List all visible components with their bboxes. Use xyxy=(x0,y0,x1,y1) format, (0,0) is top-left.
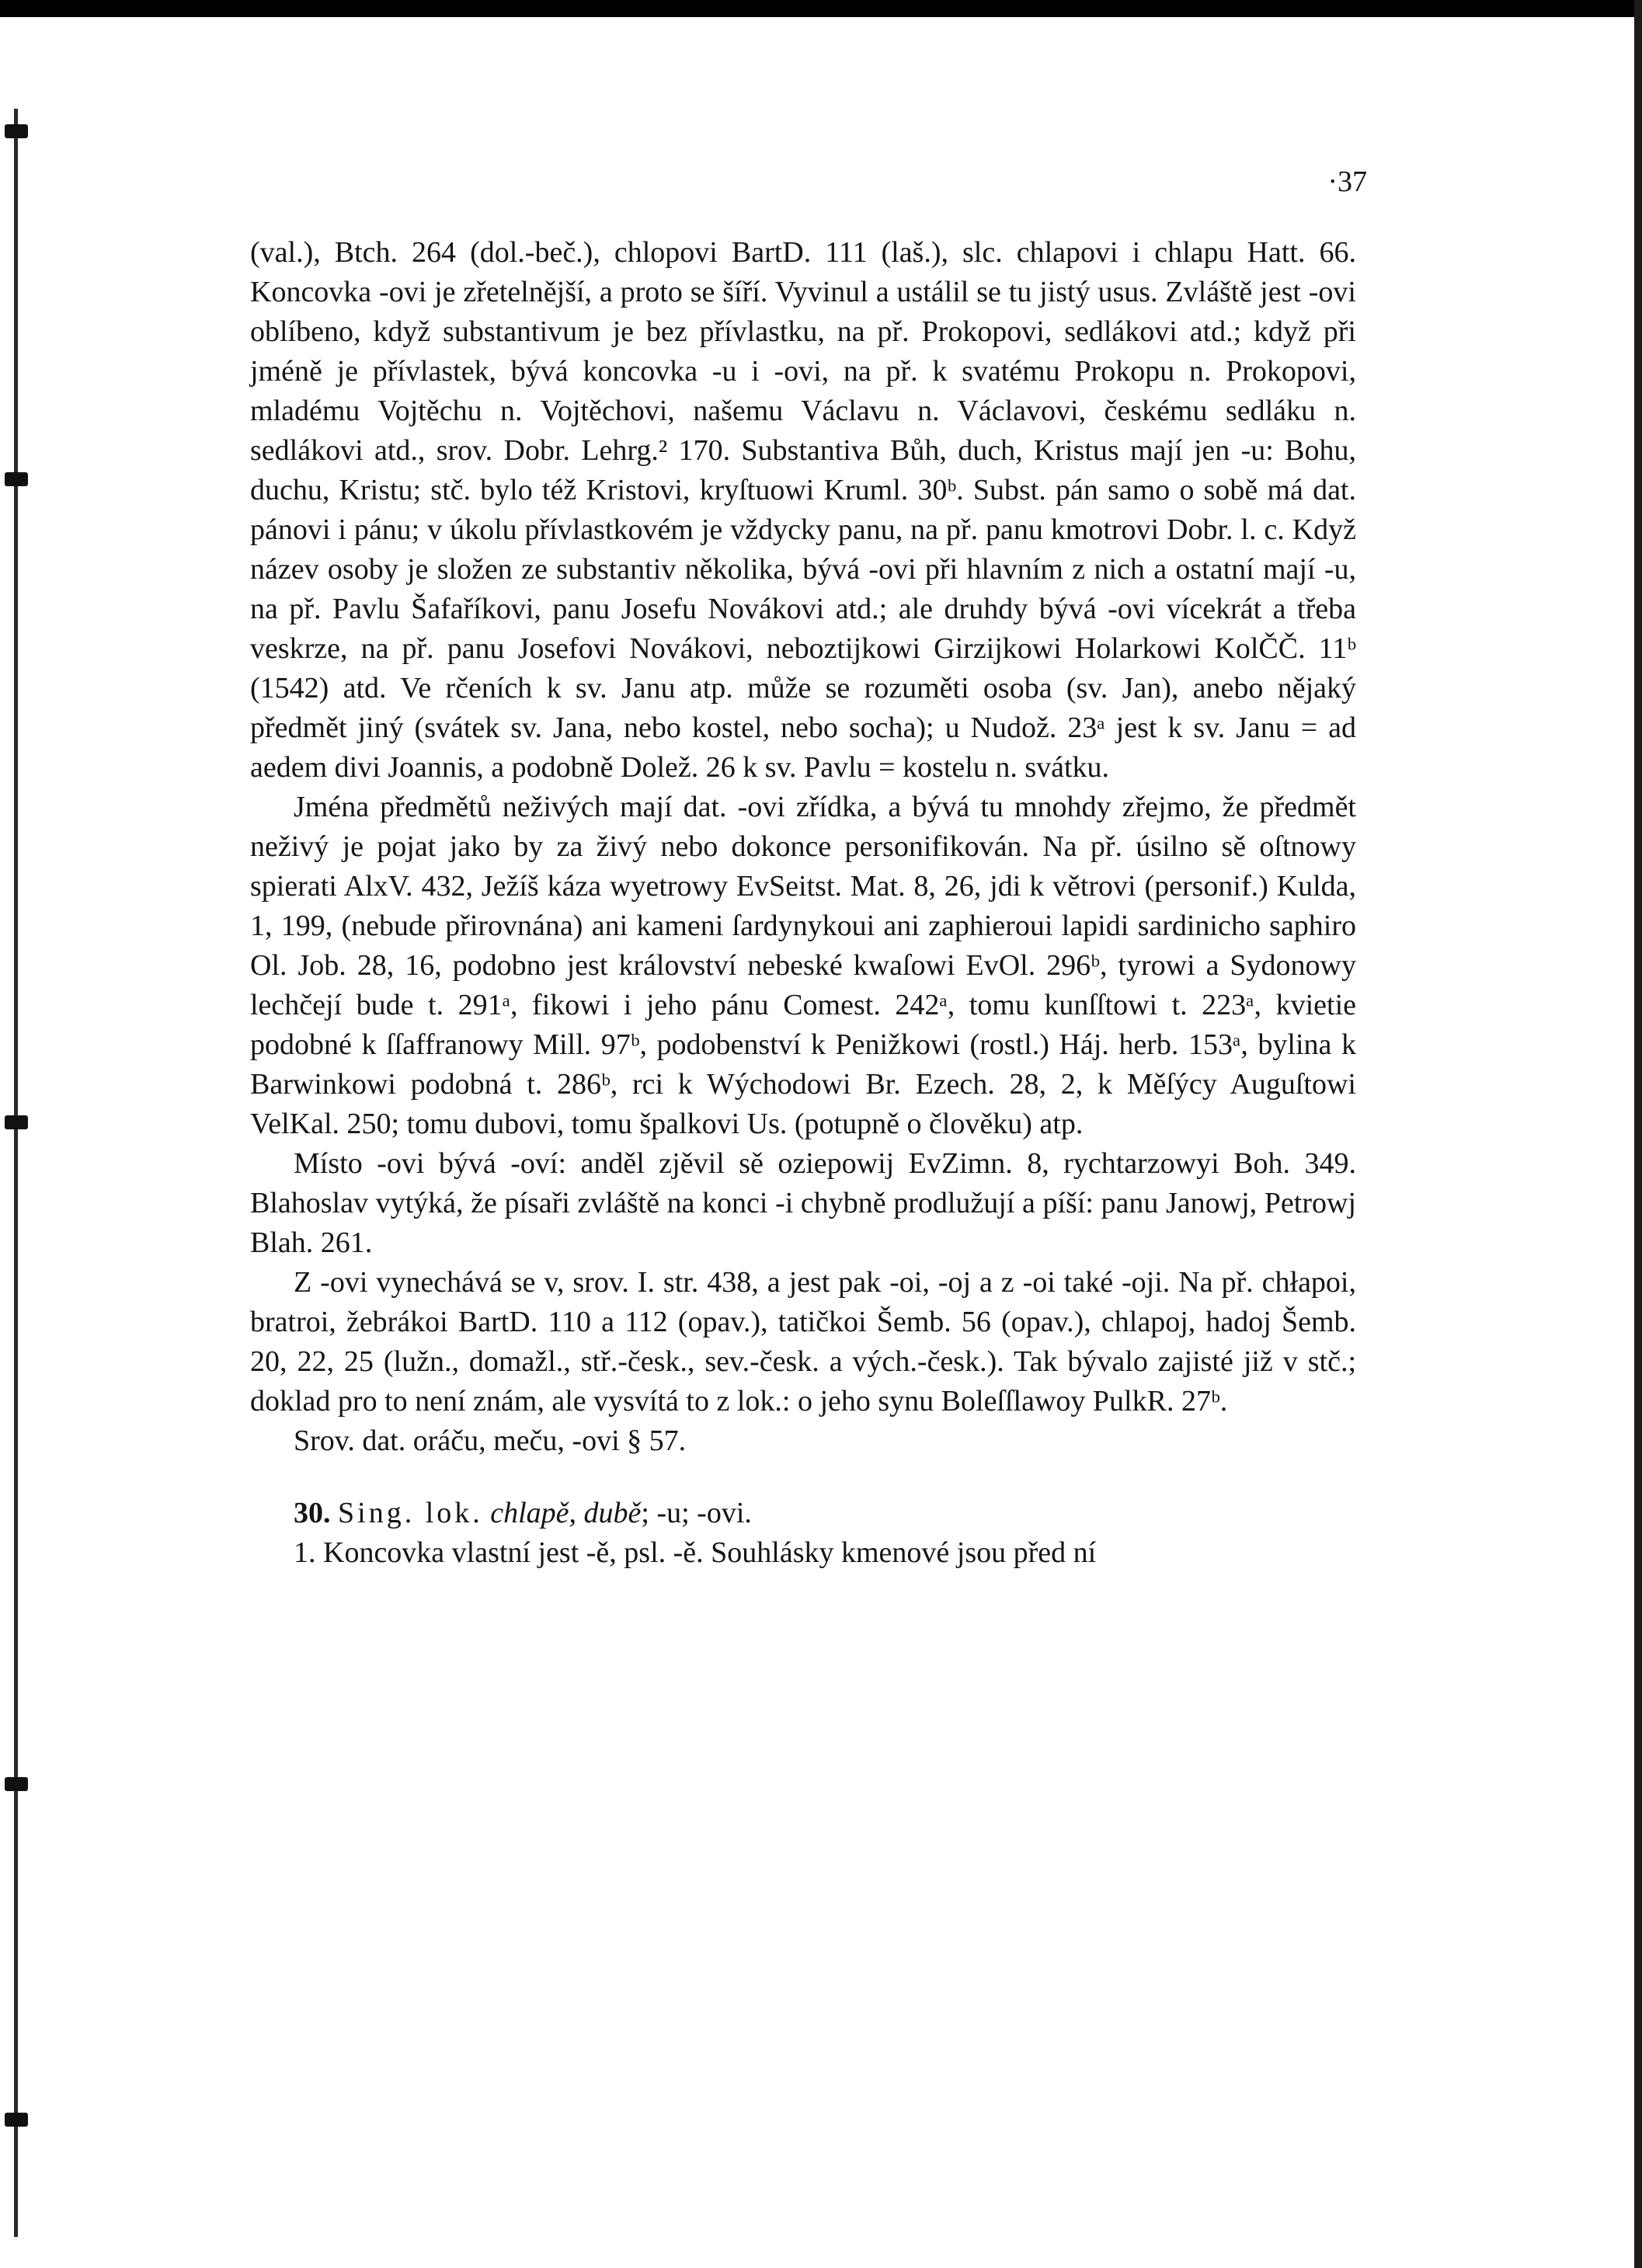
binding-mark xyxy=(5,1777,28,1791)
binding-mark xyxy=(5,1115,28,1129)
paragraph: Z -ovi vynechává se v, srov. I. str. 438, a jest pak -oi, -oj a z -oi také -oji. Na př. chłapoi, bratroi, žebrákoi BartD. 110 a 112 (opav.), tatičkoi Šemb. 56 (opav.), chlapoj, hadoj Šemb. 20, 22, 25 (lužn., domažl., stř.-česk., sev.-česk. a vých.-česk.). Tak bývalo zajisté již v stč.; doklad pro to není znám, ale vysvítá to z lok.: o jeho synu Boleſſlawoy PulkR. 27ᵇ. xyxy=(250,1266,1356,1418)
paragraph: Místo -ovi bývá -oví: anděl zjěvil sě oziepowij EvZimn. 8, rychtarzowyi Boh. 349. Blahoslav vytýká, že písaři zvláště na konci -i chybně prodlužují a píší: panu Janowj, Petrowj Blah. 261. xyxy=(250,1147,1356,1259)
binding-mark xyxy=(5,472,28,486)
binding-mark xyxy=(5,2113,28,2127)
section-number: 30. xyxy=(294,1497,331,1529)
paragraph: (val.), Btch. 264 (dol.-beč.), chlopovi BartD. 111 (laš.), slc. chlapovi i chlapu Hatt. 66. Koncovka -ovi je zřetelnější, a proto se šíří. Vyvinul a ustálil se tu jistý usus. Zvláště jest -ovi oblíbeno, když substantivum je bez přívlastku, na př. Prokopovi, sedlákovi atd.; když při jméně je přívlastek, bývá koncovka -u i -ovi, na př. k svatému Prokopu n. Prokopovi, mladému Vojtěchu n. Vojtěchovi, našemu Václavu n. Václavovi, českému sedláku n. sedlákovi atd., srov. Dobr. Lehrg.² 170. Substantiva Bůh, duch, Kristus mají jen -u: Bohu, duchu, Kristu; stč. bylo též Kristovi, kryſtuowi Kruml. 30ᵇ. Subst. pán samo o sobě má dat. pánovi i pánu; v úkolu přívlastkovém je vždycky panu, na př. panu kmotrovi Dobr. l. c. Když název osoby je složen ze substantiv několika, bývá -ovi při hlavním z nich a ostatní mají -u, na př. Pavlu Šafaříkovi, panu Josefu Novákovi atd.; ale druhdy bývá -ovi vícekrát a třeba veskrze, na př. panu Josefovi Novákovi, neboztijkowi Girzijkowi Holarkowi KolČČ. 11ᵇ (1542) atd. Ve rčeních k sv. Janu atp. může se rozuměti osoba (sv. Jan), anebo nějaký předmět jiný (svátek sv. Jana, nebo kostel, nebo socha); u Nudož. 23ᵃ jest k sv. Janu = ad aedem divi Joannis, a podobně Dolež. 26 k sv. Pavlu = kostelu n. svátku. xyxy=(250,236,1356,784)
section-title: Sing. lok. xyxy=(338,1497,483,1529)
paragraph: Jména předmětů neživých mají dat. -ovi zřídka, a bývá tu mnohdy zřejmo, že předmět neživý je pojat jako by za živý nebo dokonce personifikován. Na př. úsilno sě oſtnowy spierati AlxV. 432, Ježíš káza wyetrowy EvSeitst. Mat. 8, 26, jdi k větrovi (personif.) Kulda, 1, 199, (nebude přirovnána) ani kameni ſardynykoui ani zaphieroui lapidi sardinicho saphiro Ol. Job. 28, 16, podobno jest království nebeské kwaſowi EvOl. 296ᵇ, tyrowi a Sydonowy lechčejí bude t. 291ᵃ, fikowi i jeho pánu Comest. 242ᵃ, tomu kunſſtowi t. 223ᵃ, kvietie podobné k ſſaffranowy Mill. 97ᵇ, podobenství k Penižkowi (rostl.) Háj. herb. 153ᵃ, bylina k Barwinkowi podobná t. 286ᵇ, rci k Wýchodowi Br. Ezech. 28, 2, k Měſýcy Auguſtowi VelKal. 250; tomu dubovi, tomu špalkovi Us. (potupně o člověku) atp. xyxy=(250,791,1356,1140)
scan-left-border xyxy=(14,109,18,2237)
section-heading xyxy=(250,1494,1356,1533)
scan-right-border xyxy=(1634,0,1642,2268)
section-forms-rest: ; -u; -ovi. xyxy=(641,1497,752,1529)
section-forms: chlapě, dubě xyxy=(490,1497,642,1529)
binding-mark xyxy=(5,124,28,138)
paragraph: Srov. dat. oráču, meču, -ovi § 57. xyxy=(294,1424,687,1457)
scan-top-edge xyxy=(0,0,1642,17)
page-body xyxy=(250,233,1356,1573)
section-intro: 1. Koncovka vlastní jest -ě, psl. -ě. Souhlásky kmenové jsou před ní xyxy=(294,1536,1097,1569)
page-number: ·37 xyxy=(1327,165,1367,198)
